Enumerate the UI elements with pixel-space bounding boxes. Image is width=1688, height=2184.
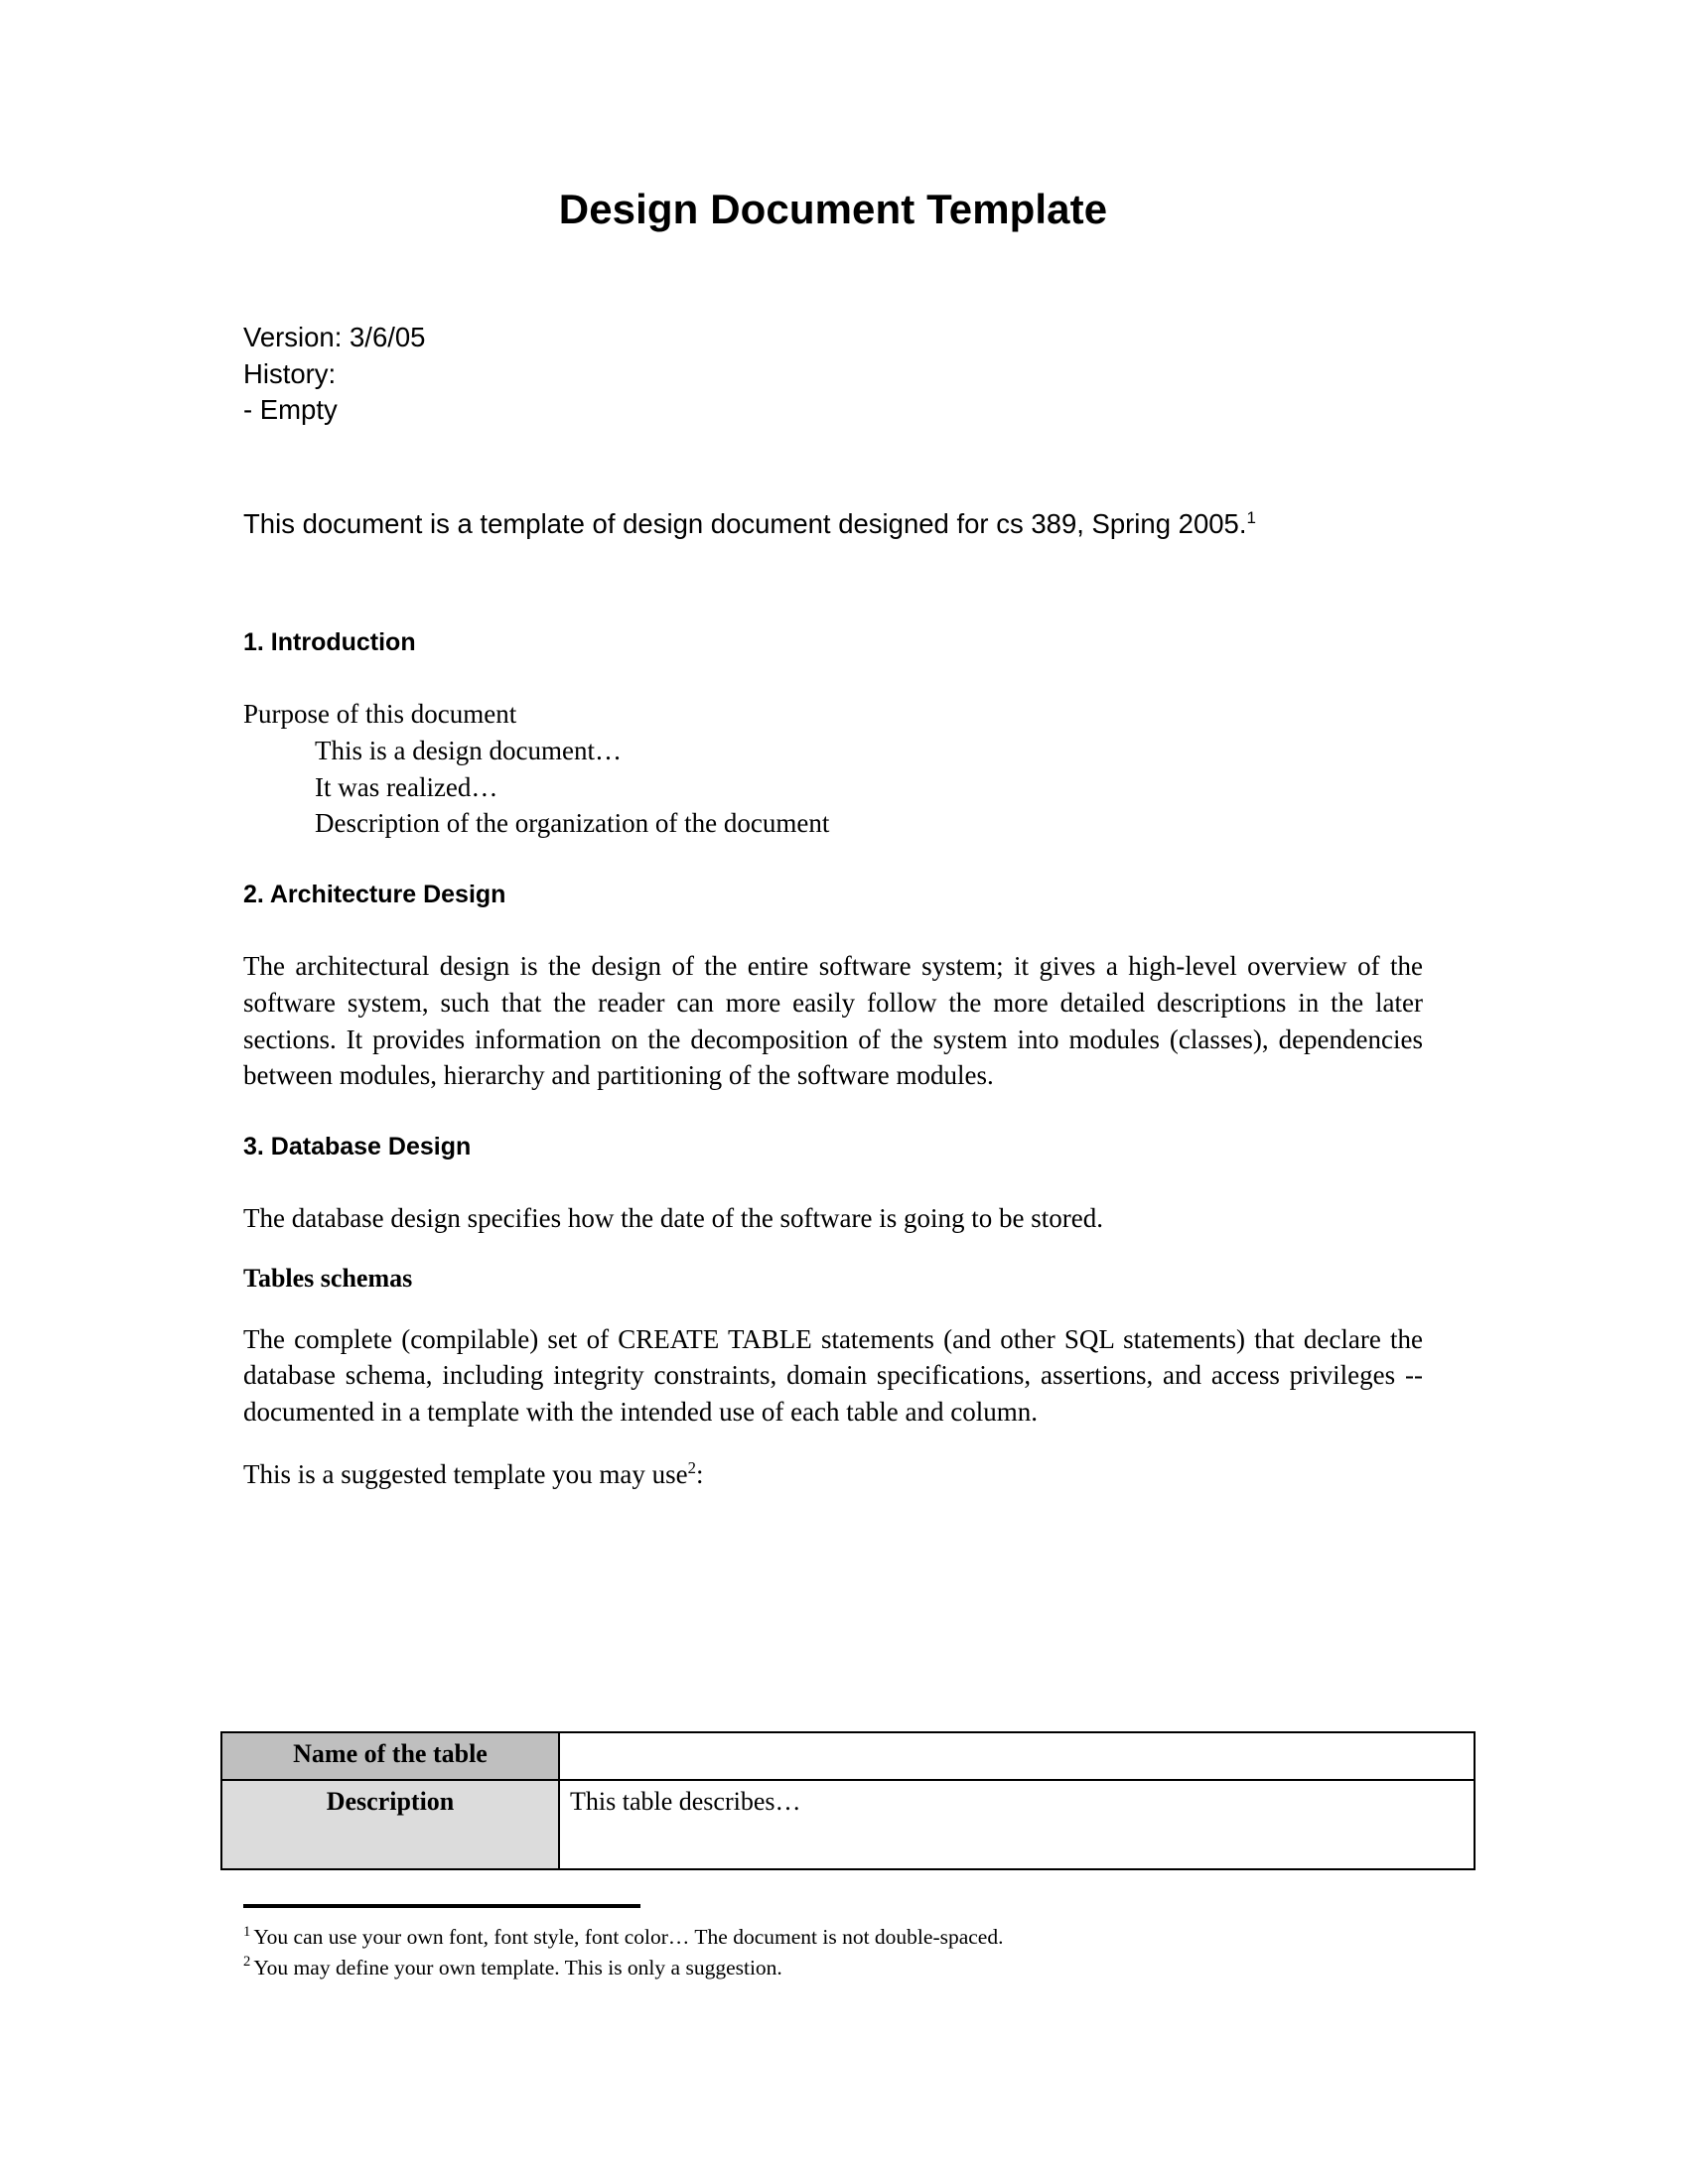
spacer <box>243 658 1423 696</box>
footnote-1-marker: 1 <box>243 1923 251 1940</box>
subheading-tables-schemas: Tables schemas <box>243 1264 413 1294</box>
version-line: Version: 3/6/05 <box>243 322 426 353</box>
page-title: Design Document Template <box>558 186 1108 232</box>
footnote-1-text: You can use your own font, font style, font color… The document is not double-spaced. <box>253 1925 1004 1949</box>
tables-schemas-paragraph: The complete (compilable) set of CREATE TABLE statements (and other SQL statements) that declare the database schema, including integrity constraints, domain specifications, assertions, and access privileges -- documented in a template with the intended use of each table and column. <box>243 1323 1423 1428</box>
template-lead-paragraph <box>243 1456 1423 1493</box>
architecture-design-paragraph: The architectural design is the design of the entire software system; it gives a high-level overview of the software system, such that the reader can more easily follow the more detailed descriptions in the later sections. It provides information on the decomposition of the system into modules (classes), dependencies between modules, hierarchy and partitioning of the software modules. <box>243 951 1423 1091</box>
list-item: It was realized… <box>315 771 498 802</box>
section-heading-database-design: 3. Database Design <box>243 1133 472 1161</box>
spacer <box>243 1431 1423 1456</box>
template-lead-text: This is a suggested template you may use <box>243 1458 688 1489</box>
table-value-description: This table describes… <box>559 1780 1475 1869</box>
schema-template-table <box>220 1731 1476 1870</box>
table-header-blank-cell <box>559 1732 1475 1780</box>
spacer <box>243 842 1423 880</box>
template-lead-tail: : <box>696 1458 704 1489</box>
introduction-list <box>243 696 1423 842</box>
footnote-marker-1: 1 <box>1246 507 1256 527</box>
table-row <box>221 1732 1475 1780</box>
history-label: History: <box>243 357 337 389</box>
table-row <box>221 1780 1475 1869</box>
footnote-area <box>243 1904 1435 1982</box>
intro-paragraph <box>243 506 1423 543</box>
spacer <box>243 1094 1423 1132</box>
database-design-paragraph: The database design specifies how the date of the software is going to be stored. <box>243 1203 1103 1234</box>
list-item: Purpose of this document <box>243 699 517 730</box>
history-items: - Empty <box>243 394 338 426</box>
footnote-2-marker: 2 <box>243 1954 251 1971</box>
list-item: This is a design document… <box>315 735 622 765</box>
table-label-description: Description <box>221 1780 559 1869</box>
section-heading-architecture-design: 2. Architecture Design <box>243 881 506 909</box>
footnote-2-text: You may define your own template. This is only a suggestion. <box>253 1955 782 1979</box>
footnote-2 <box>243 1953 1435 1983</box>
footnote-1 <box>243 1922 1435 1953</box>
document-content <box>243 0 1423 1493</box>
intro-text: This document is a template of design document designed for cs 389, Spring 2005. <box>243 507 1247 539</box>
schema-table-container <box>220 1731 1430 1870</box>
spacer <box>243 570 1423 627</box>
spacer <box>243 1162 1423 1200</box>
document-meta-block <box>243 320 1423 429</box>
spacer <box>243 910 1423 948</box>
spacer <box>243 1296 1423 1321</box>
table-header-name-of-the-table: Name of the table <box>221 1732 559 1780</box>
footnote-marker-2: 2 <box>687 1457 697 1477</box>
section-heading-introduction: 1. Introduction <box>243 627 416 656</box>
footnote-separator-rule <box>243 1904 640 1908</box>
spacer <box>243 1237 1423 1263</box>
list-item: Description of the organization of the document <box>315 808 830 839</box>
